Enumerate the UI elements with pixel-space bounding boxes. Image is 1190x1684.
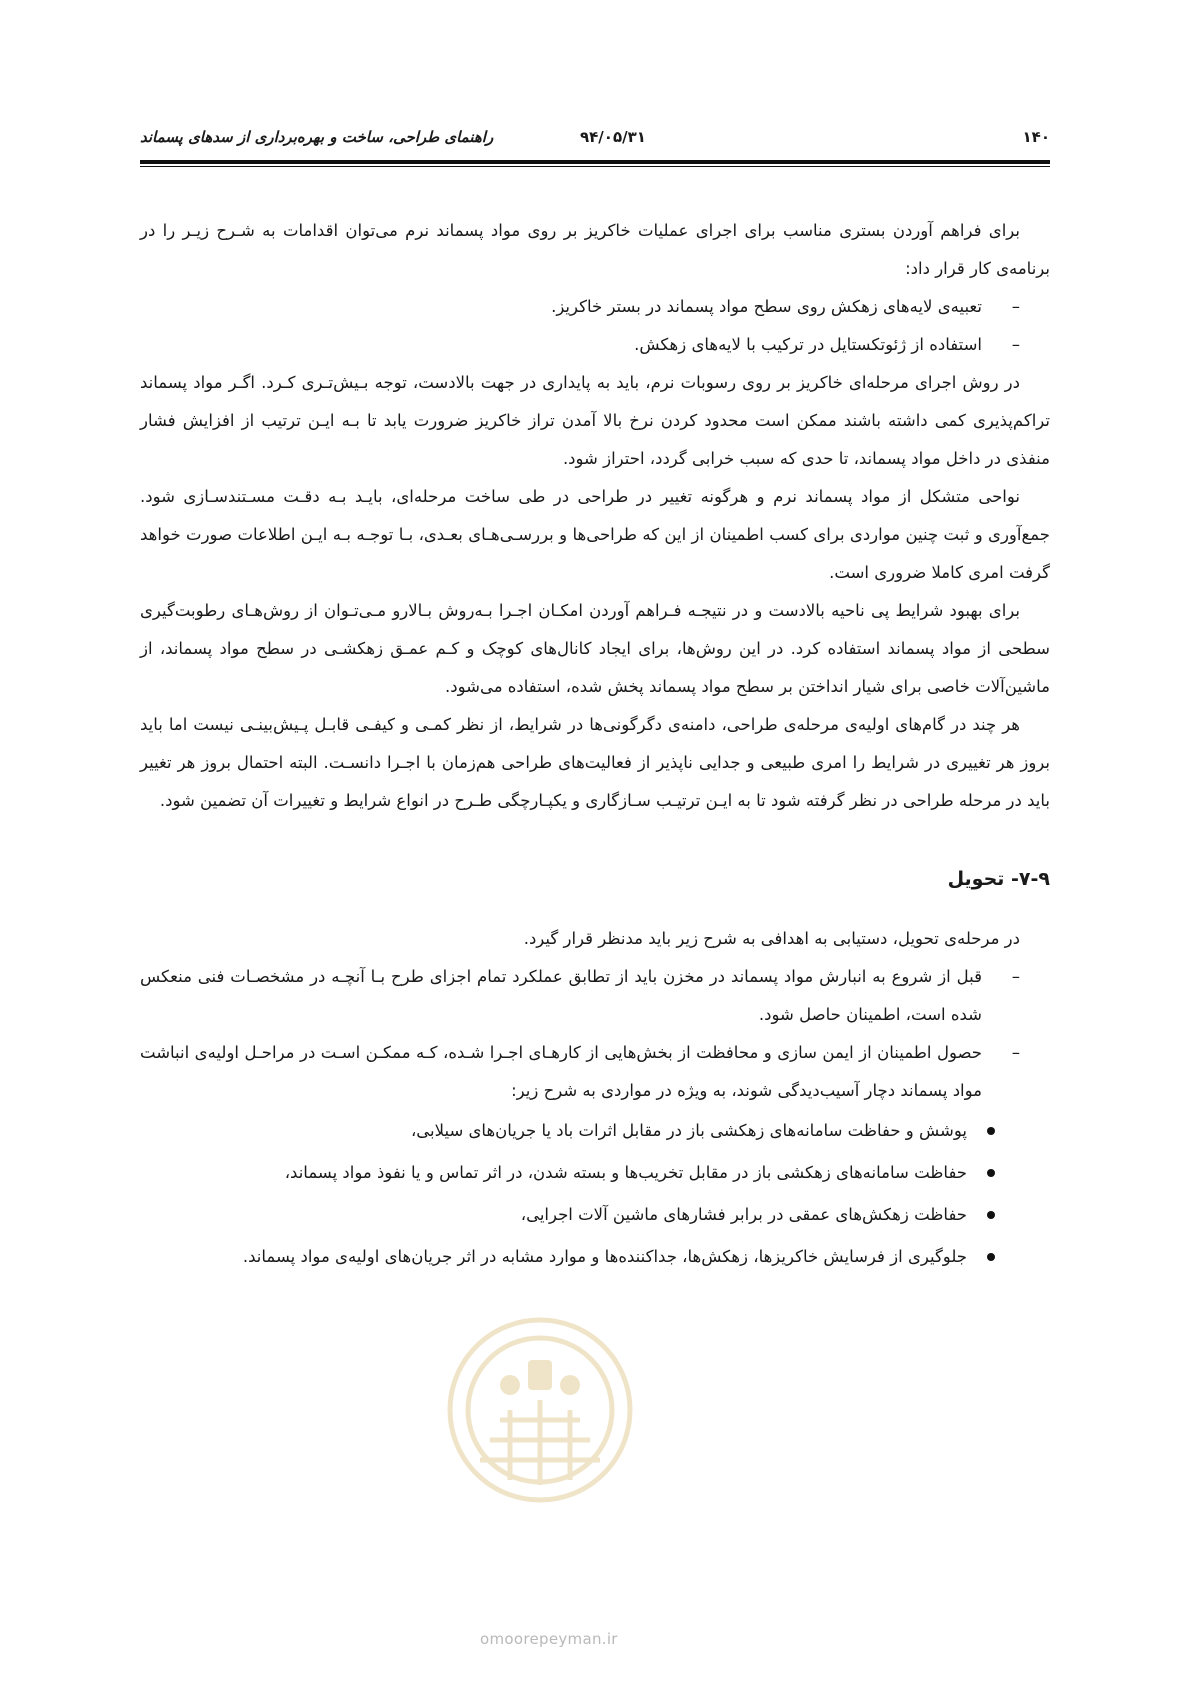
bullet-item xyxy=(140,1236,995,1278)
dash-marker: – xyxy=(1011,1043,1020,1062)
dash-marker: – xyxy=(1011,967,1020,986)
bullet-icon xyxy=(987,1211,995,1219)
paragraph-intro: برای فراهم آوردن بستری مناسب برای اجرای عملیات خاکریز بر روی مواد پسماند نرم می‌توان اقدامات به شـرح زیـر را در برنامه‌ی کار قرار داد: xyxy=(140,221,1050,278)
list-item-text: تعبیه‌ی لایه‌های زهکش روی سطح مواد پسماند در بستر خاکریز. xyxy=(551,297,982,316)
paragraph-2: در روش اجرای مرحله‌ای خاکریز بر روی رسوبات نرم، باید به پایداری در جهت بالادست، توجه بـیش‌تـری کـرد. اگـر مواد پسماند تراکم‌پذیری کمی داشته باشند ممکن است محدود کردن نرخ بالا آمدن تراز خاکریز ضرورت یابد تا بـه ایـن ترتیب از افزایش فشار منفذی در داخل مواد پسماند، تا حدی که سبب خرابی گردد، احتراز شود. xyxy=(140,373,1050,468)
header-rule-thin xyxy=(140,166,1050,167)
header-rule-thick xyxy=(140,160,1050,164)
list-item xyxy=(140,958,1020,1034)
bullet-text: جلوگیری از فرسایش خاکریزها، زهکش‌ها، جداکننده‌ها و موارد مشابه در اثر جریان‌های اولیه‌ی مواد پسماند. xyxy=(242,1247,967,1266)
list-item-text: استفاده از ژئوتکستایل در ترکیب با لایه‌های زهکش. xyxy=(634,335,982,354)
dash-list-2 xyxy=(140,958,1050,1110)
header-title: راهنمای طراحی، ساخت و بهره‌برداری از سدهای پسماند xyxy=(140,128,494,146)
list-item xyxy=(140,326,1020,364)
paragraph-4: برای بهبود شرایط پی ناحیه بالادست و در نتیجـه فـراهم آوردن امکـان اجـرا بـه‌روش بـالارو مـی‌تـوان از روش‌هـای رطوبت‌گیری سطحی از مواد پسماند استفاده کرد. در این روش‌ها، برای ایجاد کانال‌های کوچک و کـم عمـق زهکشـی در سطح مواد پسماند، از ماشین‌آلات خاصی برای شیار انداختن بر سطح مواد پسماند پخش شده، استفاده می‌شود. xyxy=(140,601,1050,696)
list-item xyxy=(140,1034,1020,1110)
bullet-text: پوشش و حفاظت سامانه‌های زهکشی باز در مقابل اثرات باد یا جریان‌های سیلابی، xyxy=(410,1121,967,1140)
list-item xyxy=(140,288,1020,326)
bullet-text: حفاظت زهکش‌های عمقی در برابر فشارهای ماشین آلات اجرایی، xyxy=(520,1205,967,1224)
dash-marker: – xyxy=(1011,335,1020,354)
bullet-icon xyxy=(987,1127,995,1135)
running-header xyxy=(140,128,1050,154)
bullet-icon xyxy=(987,1169,995,1177)
page-number: ۱۴۰ xyxy=(1022,128,1050,146)
bullet-item xyxy=(140,1110,995,1152)
paragraph-3: نواحی متشکل از مواد پسماند نرم و هرگونه تغییر در طراحی در طی ساخت مرحله‌ای، بایـد بـه دقـت مسـتندسـازی شود. جمع‌آوری و ثبت چنین مواردی برای کسب اطمینان از این که طراحی‌ها و بررسـی‌هـای بعـدی، بـا توجـه بـه ایـن اطلاعات صورت خواهد گرفت امری کاملا ضروری است. xyxy=(140,487,1050,582)
watermark-site: omoorepeyman.ir xyxy=(480,1630,618,1648)
list-item-text: حصول اطمینان از ایمن سازی و محافظت از بخش‌هایی از کارهـای اجـرا شـده، کـه ممکـن اسـت در مراحـل اولیه‌ی انباشت مواد پسماند دچار آسیب‌دیدگی شوند، به ویژه در مواردی به شرح زیر: xyxy=(140,1043,982,1100)
watermark-seal-icon xyxy=(440,1290,640,1520)
dash-marker: – xyxy=(1011,297,1020,316)
bullet-item xyxy=(140,1194,995,1236)
bullet-icon xyxy=(987,1253,995,1261)
paragraph-5: هر چند در گام‌های اولیه‌ی مرحله‌ی طراحی، دامنه‌ی دگرگونی‌ها در شرایط، از نظر کمـی و کیفـی قابـل پـیش‌بینـی نیست اما باید بروز هر تغییری در شرایط را امری طبیعی و جدایی ناپذیر از فعالیت‌های طراحی هم‌زمان با اجـرا دانسـت. البته احتمال بروز هر تغییر باید در مرحله طراحی در نظر گرفته شود تا به ایـن ترتیـب سـازگاری و یکپـارچگی طـرح در انواع شرایط و تغییرات آن تضمین شود. xyxy=(140,715,1050,810)
bullet-list xyxy=(140,1110,1050,1278)
header-date: ۹۴/۰۵/۳۱ xyxy=(580,128,646,146)
main-content xyxy=(140,212,1050,1278)
bullet-item xyxy=(140,1152,995,1194)
list-item-text: قبل از شروع به انبارش مواد پسماند در مخزن باید از تطابق عملکرد تمام اجزای طرح بـا آنچـه در مشخصـات فنی منعکس شده است، اطمینان حاصل شود. xyxy=(140,967,982,1024)
bullet-text: حفاظت سامانه‌های زهکشی باز در مقابل تخریب‌ها و بسته شدن، در اثر تماس و یا نفوذ مواد پسماند، xyxy=(284,1163,967,1182)
dash-list-1 xyxy=(140,288,1050,364)
section-heading: ۷-۹- تحویل xyxy=(947,868,1050,890)
paragraph-6: در مرحله‌ی تحویل، دستیابی به اهدافی به شرح زیر باید مدنظر قرار گیرد. xyxy=(523,929,1020,948)
